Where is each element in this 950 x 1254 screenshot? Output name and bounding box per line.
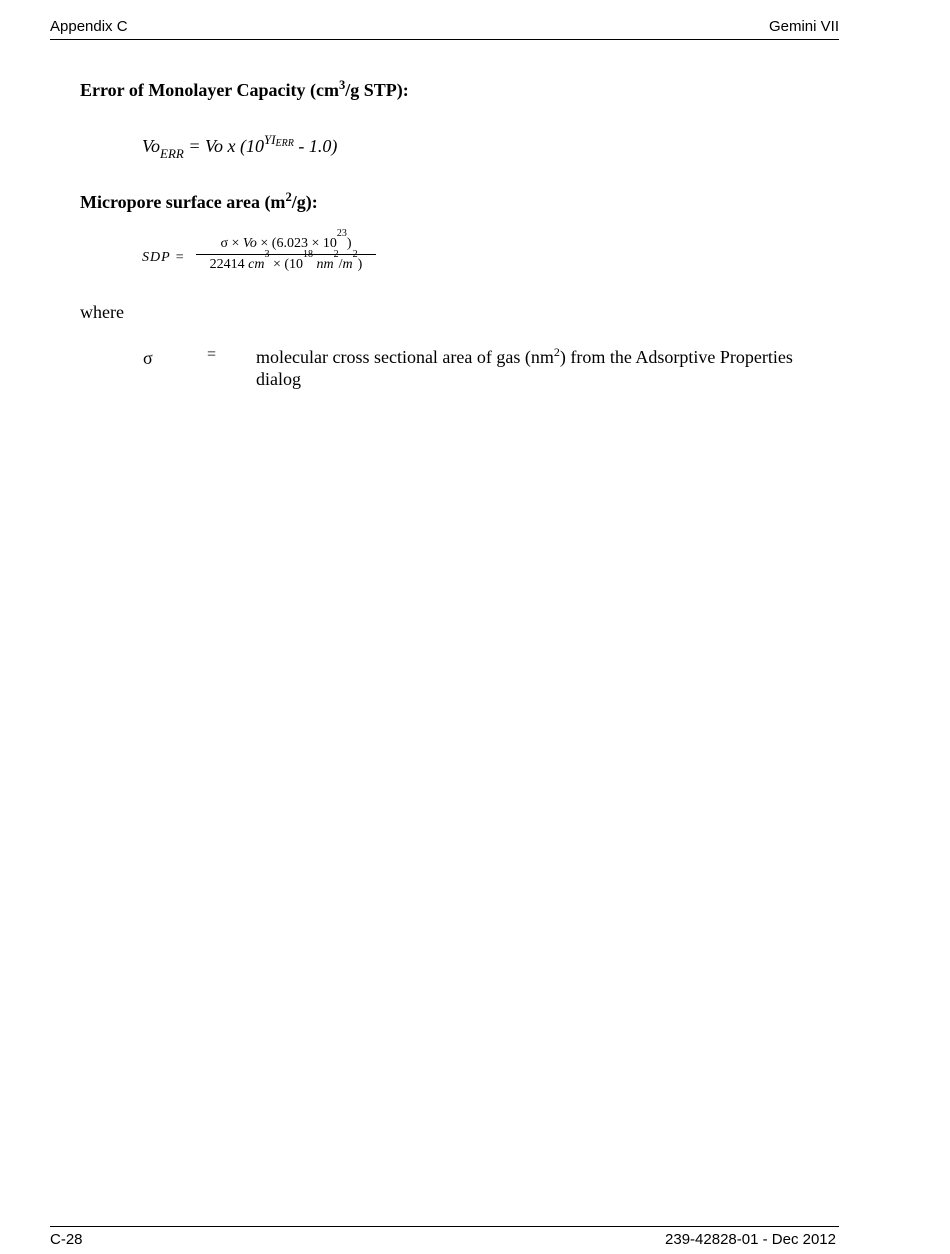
header-product: Gemini VII xyxy=(768,18,839,35)
equation-vo-error: $Vo_{ERR} = Vo$ x $(10^{YIERR} - 1.0)$ xyxy=(142,132,338,161)
heading-monolayer-error: Error of Monolayer Capacity ($cm^3/g$ STP): xyxy=(80,78,409,100)
definition-symbol: σ xyxy=(143,348,153,368)
equation-lhs: SDP = xyxy=(142,250,186,265)
document-id: 239-42828-01 - Dec 2012 xyxy=(665,1231,836,1248)
fraction-bar xyxy=(196,254,376,255)
fraction-numerator: $\sigma \times Vo \times (6.023 \times 10^{23})$ xyxy=(220,228,352,251)
page-number: C-28 xyxy=(50,1231,83,1248)
page-footer xyxy=(50,1226,839,1253)
fraction-denominator: 22414 $cm^3 \times (10^{18}$ $nm^2/m^2$) xyxy=(209,249,363,272)
heading-micropore-area: Micropore surface area $(m^2/g)$: xyxy=(80,190,318,212)
fraction xyxy=(196,228,376,273)
header-chapter: Appendix C xyxy=(50,18,128,35)
page-header xyxy=(50,18,839,40)
definition-equals: = xyxy=(207,346,217,363)
definition-description: molecular cross sectional area of gas $(nm^2)$ from the Adsorptive Properties dialog xyxy=(256,345,793,389)
where-label: where xyxy=(80,302,124,322)
